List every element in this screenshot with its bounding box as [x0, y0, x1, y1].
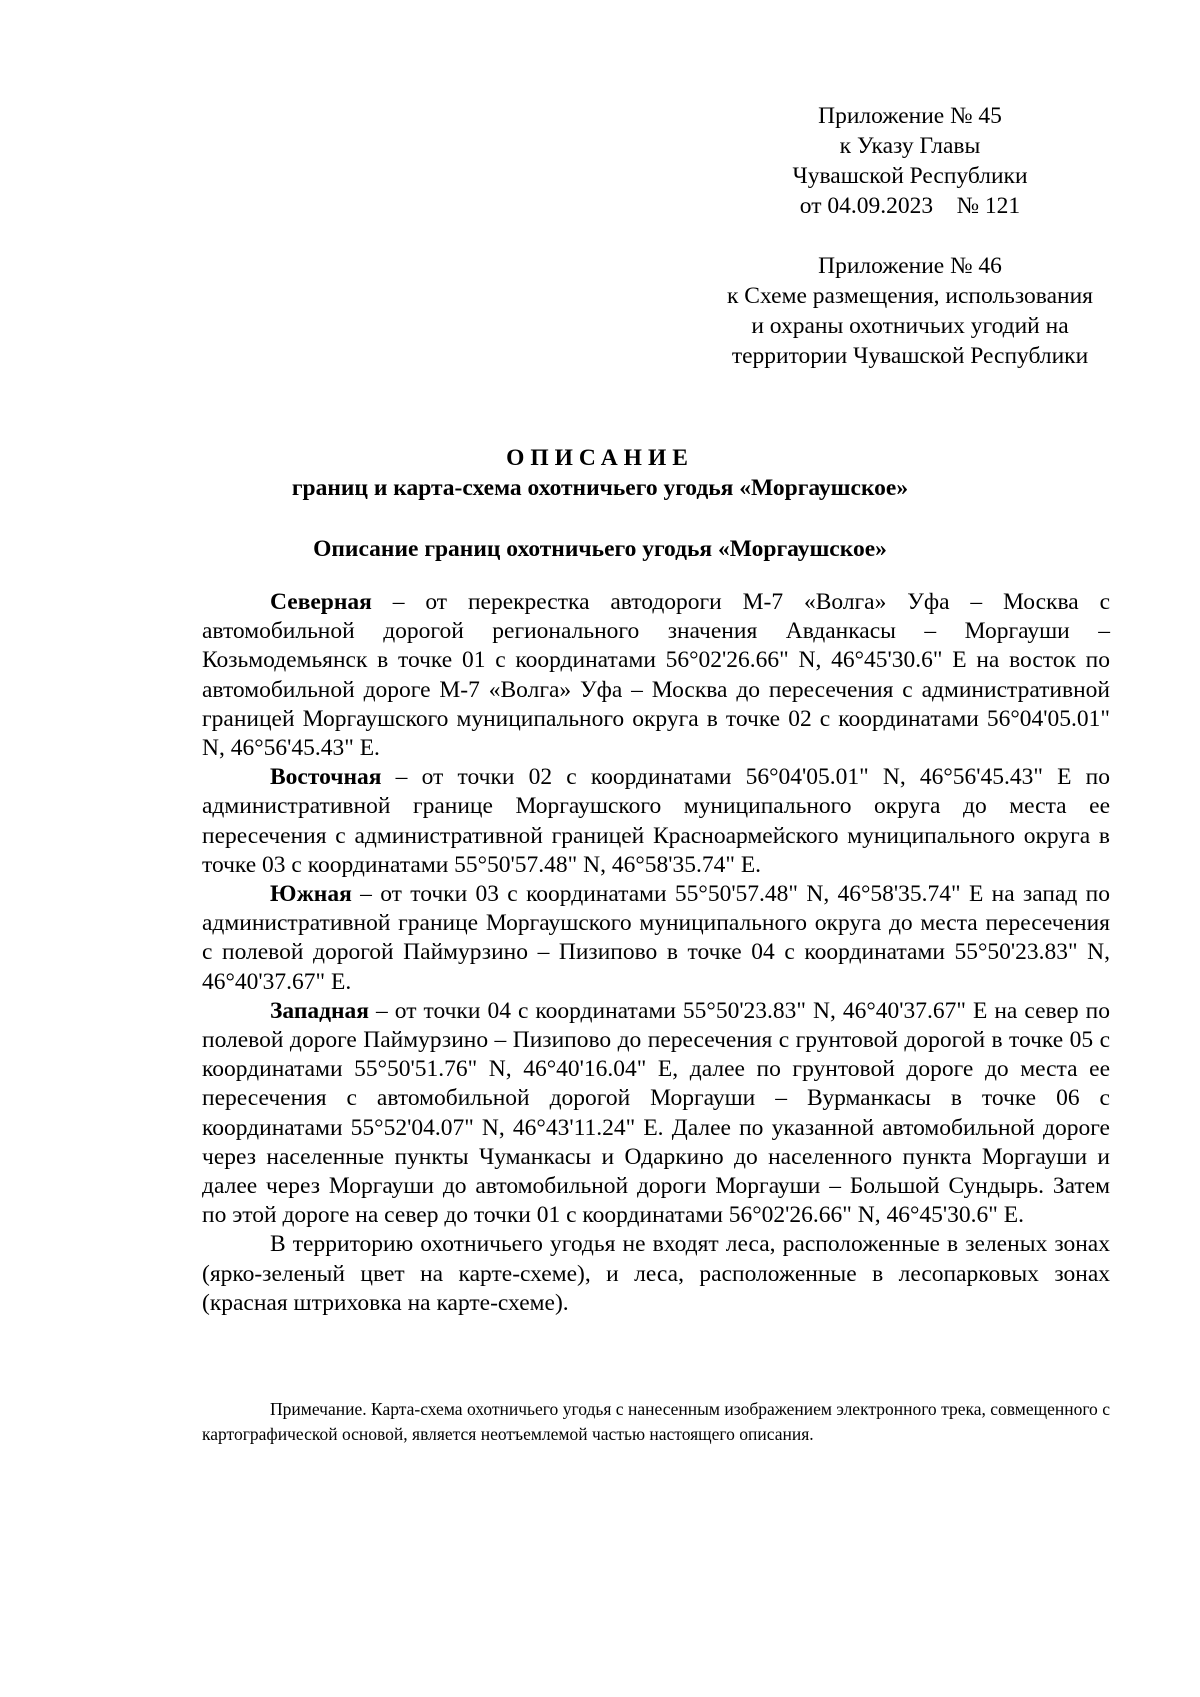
document-subtitle: границ и карта-схема охотничьего угодья «Моргаушское»	[291, 475, 909, 501]
boundary-south-paragraph	[202, 880, 1110, 997]
exclusion-paragraph: В территорию охотничьего угодья не входят леса, расположенные в зеленых зонах (ярко-зеленый цвет на карте-схеме), и леса, расположенные в лесопарковых зонах (красная штриховка на карте-схеме).	[202, 1231, 1110, 1316]
appendix-46-line: и охраны охотничьих угодий на	[751, 313, 1069, 339]
boundary-description	[202, 588, 1110, 1318]
appendix-46-line: территории Чувашской Республики	[731, 343, 1089, 369]
appendix-46-line: Приложение № 46	[818, 253, 1002, 279]
boundary-east-text: – от точки 02 с координатами 56°04'05.01" N, 46°56'45.43" E по административной границе Моргаушского муниципального округа до места ее пересечения с административной границей Красноармейского муниципального округа в точке 03 с координатами 55°50'57.48" N, 46°58'35.74" E.	[202, 764, 1110, 878]
appendix-45-line: Приложение № 45	[818, 103, 1002, 129]
footnote: Примечание. Карта-схема охотничьего угодья с нанесенным изображением электронного трека, совмещенного с картографической основой, является неотъемлемой частью настоящего описания.	[202, 1399, 1110, 1444]
appendix-46-line: к Схеме размещения, использования	[727, 283, 1093, 309]
document-title: ОПИСАНИЕ	[506, 445, 694, 471]
boundary-south-text: – от точки 03 с координатами 55°50'57.48" N, 46°58'35.74" E на запад по административной границе Моргаушского муниципального округа до места пересечения с полевой дорогой Паймурзино – Пизипово в точке 04 с координатами 55°50'23.83" N, 46°40'37.67" E.	[202, 881, 1110, 995]
boundary-west-text: – от точки 04 с координатами 55°50'23.83" N, 46°40'37.67" E на север по полевой дороге Паймурзино – Пизипово до пересечения с грунтовой дорогой в точке 05 с координатами 55°50'51.76" N, 46°40'16.04" E, далее по грунтовой дороге до места ее пересечения с автомобильной дорогой Моргауши – Вурманкасы в точке 06 с координатами 55°52'04.07" N, 46°43'11.24" E. Далее по указанной автомобильной дороге через населенные пункты Чуманкасы и Одаркино до населенного пункта Моргауши и далее через Моргауши до автомобильной дороги Моргауши – Большой Сундырь. Затем по этой дороге на север до точки 01 с координатами 56°02'26.66" N, 46°45'30.6" E.	[202, 997, 1110, 1229]
appendix-45-header	[700, 101, 1120, 221]
boundary-north-label: Северная	[270, 589, 372, 615]
appendix-45-line: к Указу Главы	[839, 133, 981, 159]
appendix-46-header	[640, 251, 1180, 371]
boundary-east-paragraph	[202, 763, 1110, 880]
appendix-45-date-line: от 04.09.2023 № 121	[799, 193, 1021, 219]
section-title: Описание границ охотничьего угодья «Моргаушское»	[313, 536, 887, 562]
boundary-north-text: – от перекрестка автодороги М-7 «Волга» Уфа – Москва с автомобильной дорогой регионального значения Авданкасы – Моргауши – Козьмодемьянск в точке 01 с координатами 56°02'26.66" N, 46°45'30.6" E на восток по автомобильной дороге М-7 «Волга» Уфа – Москва до пересечения с административной границей Моргаушского муниципального округа в точке 02 с координатами 56°04'05.01" N, 46°56'45.43" E.	[202, 589, 1110, 762]
appendix-45-line: Чувашской Республики	[792, 163, 1028, 189]
boundary-west-label: Западная	[270, 997, 370, 1024]
boundary-east-label: Восточная	[270, 764, 382, 791]
boundary-north-paragraph	[202, 588, 1110, 763]
boundary-south-label: Южная	[270, 881, 352, 908]
boundary-west-paragraph	[202, 997, 1110, 1231]
